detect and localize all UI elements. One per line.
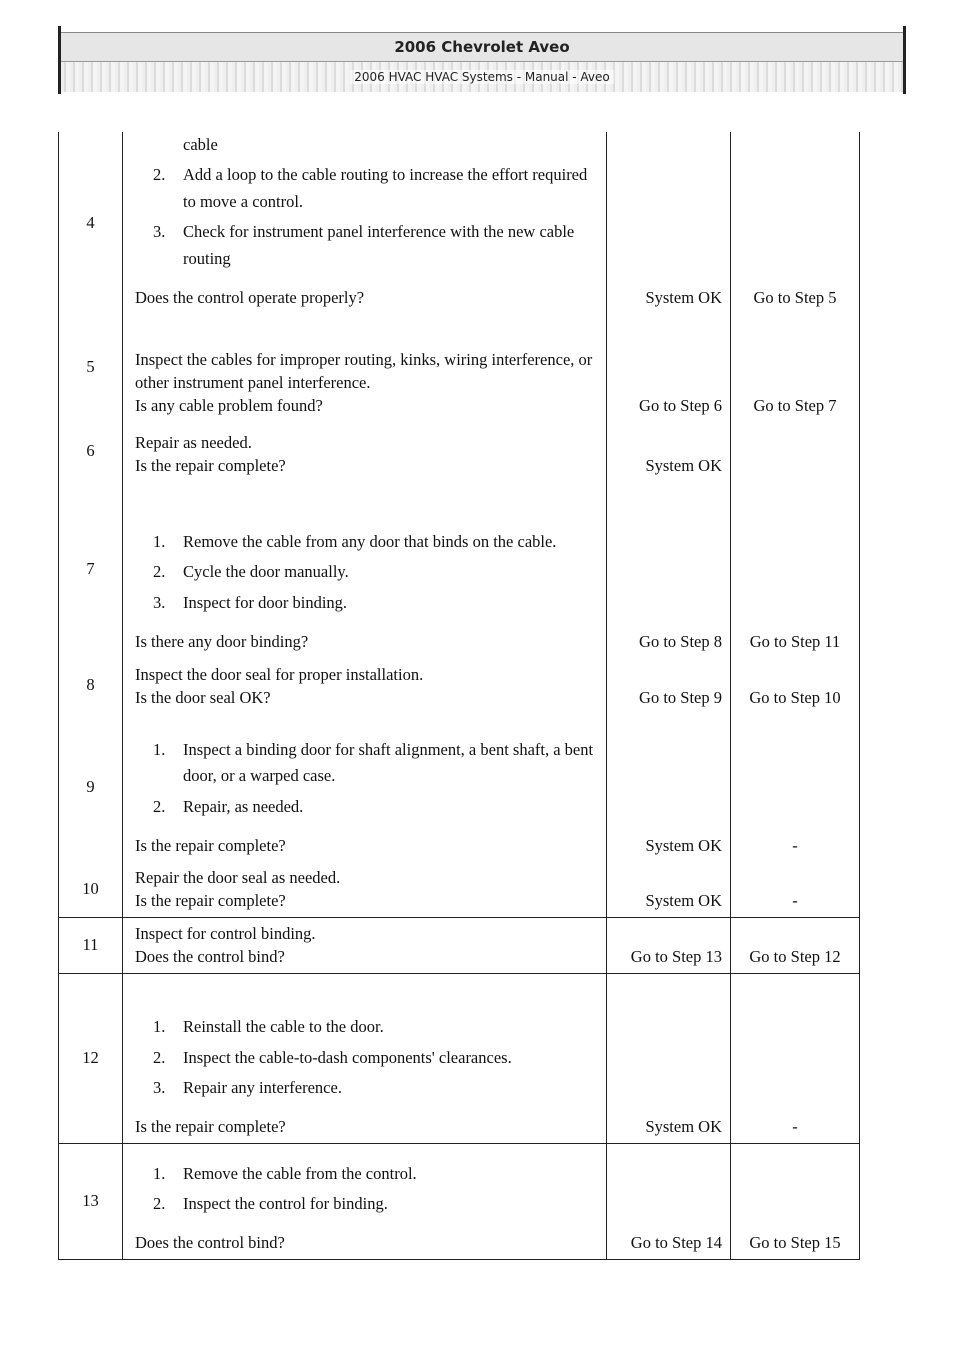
step-action	[123, 917, 607, 973]
no-result: Go to Step 5	[731, 132, 860, 313]
manual-subtitle-text: 2006 HVAC HVAC Systems - Manual - Aveo	[350, 70, 614, 84]
diagnostic-table	[58, 132, 860, 1260]
list-number: 1.	[153, 1017, 166, 1037]
list-item	[135, 794, 594, 820]
no-result: Go to Step 10	[731, 657, 860, 713]
list-number: 1.	[153, 1163, 166, 1183]
list-text: Inspect the cable-to-dash components' clearances.	[183, 1047, 512, 1067]
list-item	[135, 590, 594, 616]
list-number: 2.	[153, 562, 166, 582]
step-number: 4	[59, 132, 123, 313]
action-text: Inspect the cables for improper routing, kinks, wiring interference, or other instrument panel interference.	[135, 349, 593, 392]
list-text: Inspect the control for binding.	[183, 1194, 388, 1214]
step-number: 5	[59, 313, 123, 421]
table-row	[59, 313, 860, 421]
list-item	[135, 1161, 594, 1187]
list-text: Remove the cable from the control.	[183, 1163, 417, 1183]
yes-result: Go to Step 13	[607, 917, 731, 973]
table-row	[59, 1143, 860, 1259]
no-result: -	[731, 713, 860, 861]
manual-title: 2006 Chevrolet Aveo	[61, 32, 903, 62]
list-item	[135, 162, 594, 215]
list-item	[135, 529, 594, 555]
action-text: Repair the door seal as needed.	[135, 868, 341, 888]
table-row	[59, 481, 860, 657]
no-result: Go to Step 12	[731, 917, 860, 973]
step-number: 12	[59, 973, 123, 1143]
action-text: Repair as needed.	[135, 432, 252, 452]
action-list	[135, 737, 602, 820]
no-result: -	[731, 861, 860, 917]
list-item	[135, 737, 594, 790]
action-text: Inspect for control binding.	[135, 924, 316, 944]
action-list	[135, 1161, 602, 1218]
action-list	[135, 1014, 602, 1101]
list-number: 2.	[153, 1047, 166, 1067]
list-item	[135, 1075, 594, 1101]
list-text: Inspect for door binding.	[183, 592, 348, 612]
step-action	[123, 861, 607, 917]
yes-result: System OK	[607, 973, 731, 1143]
table-row	[59, 713, 860, 861]
list-item	[135, 1045, 594, 1071]
list-text: Remove the cable from any door that binds on the cable.	[183, 531, 557, 551]
list-number: 1.	[153, 531, 166, 551]
list-text: Reinstall the cable to the door.	[183, 1017, 384, 1037]
list-number: 3.	[153, 592, 166, 612]
table-row	[59, 917, 860, 973]
table-row	[59, 973, 860, 1143]
yes-result: Go to Step 14	[607, 1143, 731, 1259]
step-number: 10	[59, 861, 123, 917]
step-action	[123, 713, 607, 861]
yes-result: System OK	[607, 421, 731, 481]
table-row	[59, 421, 860, 481]
no-result: Go to Step 15	[731, 1143, 860, 1259]
list-number: 3.	[153, 1078, 166, 1098]
yes-result: System OK	[607, 713, 731, 861]
list-number: 2.	[153, 796, 166, 816]
action-list	[135, 132, 602, 272]
list-number: 3.	[153, 222, 166, 242]
yes-result: System OK	[607, 861, 731, 917]
yes-result: Go to Step 6	[607, 313, 731, 421]
list-item	[135, 132, 594, 158]
list-text: Repair, as needed.	[183, 796, 304, 816]
step-action	[123, 132, 607, 313]
step-number: 11	[59, 917, 123, 973]
step-action	[123, 481, 607, 657]
step-question: Is there any door binding?	[135, 631, 309, 651]
step-action	[123, 1143, 607, 1259]
list-number: 2.	[153, 1194, 166, 1214]
step-question: Does the control operate properly?	[135, 287, 365, 307]
no-result: -	[731, 973, 860, 1143]
list-item	[135, 1191, 594, 1217]
step-action	[123, 657, 607, 713]
page-header	[58, 26, 906, 94]
no-result	[731, 421, 860, 481]
step-number: 13	[59, 1143, 123, 1259]
step-number: 8	[59, 657, 123, 713]
step-question: Is the repair complete?	[135, 835, 286, 855]
step-action	[123, 313, 607, 421]
table-row	[59, 657, 860, 713]
yes-result: Go to Step 9	[607, 657, 731, 713]
table-row	[59, 132, 860, 313]
list-item	[135, 559, 594, 585]
table-row	[59, 861, 860, 917]
list-item	[135, 1014, 594, 1040]
manual-subtitle	[61, 62, 903, 92]
yes-result: System OK	[607, 132, 731, 313]
step-question: Is any cable problem found?	[135, 395, 323, 415]
list-text: Inspect a binding door for shaft alignment, a bent shaft, a bent door, or a warped case.	[183, 739, 594, 786]
list-item	[135, 219, 594, 272]
step-number: 6	[59, 421, 123, 481]
step-action	[123, 421, 607, 481]
action-text: Inspect the door seal for proper installation.	[135, 664, 424, 684]
list-text: Repair any interference.	[183, 1078, 342, 1098]
step-question: Is the door seal OK?	[135, 687, 271, 707]
list-text: Cycle the door manually.	[183, 562, 349, 582]
step-number: 7	[59, 481, 123, 657]
step-question: Is the repair complete?	[135, 1117, 286, 1137]
list-number: 1.	[153, 739, 166, 759]
list-text: Add a loop to the cable routing to increase the effort required to move a control.	[183, 165, 588, 211]
list-text: Check for instrument panel interference with the new cable routing	[183, 222, 575, 268]
list-text: cable	[183, 135, 218, 154]
step-question: Does the control bind?	[135, 947, 285, 967]
list-number: 2.	[153, 165, 166, 185]
action-list	[135, 529, 602, 616]
yes-result: Go to Step 8	[607, 481, 731, 657]
step-question: Is the repair complete?	[135, 455, 286, 475]
step-question: Is the repair complete?	[135, 891, 286, 911]
no-result: Go to Step 7	[731, 313, 860, 421]
no-result: Go to Step 11	[731, 481, 860, 657]
step-action	[123, 973, 607, 1143]
step-number: 9	[59, 713, 123, 861]
step-question: Does the control bind?	[135, 1233, 285, 1253]
